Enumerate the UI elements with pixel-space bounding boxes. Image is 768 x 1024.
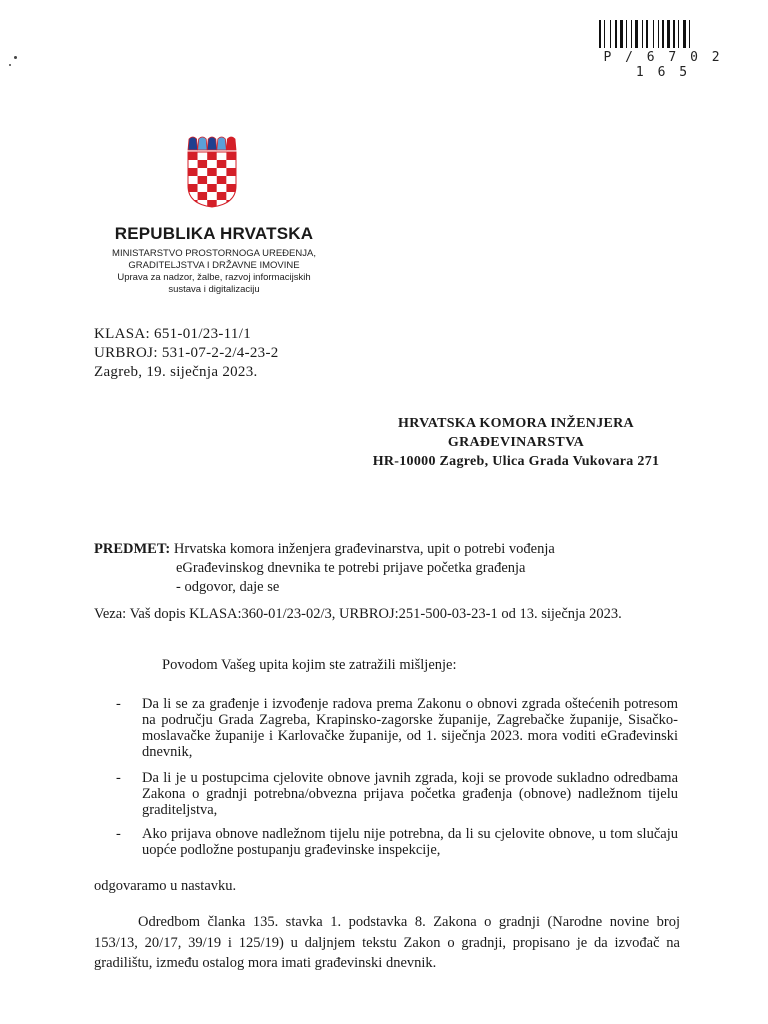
recipient-line-2: GRAĐEVINARSTVA (447, 435, 585, 450)
shield-square (188, 176, 198, 184)
bullet-marker: - (116, 696, 121, 712)
crown-segment (198, 137, 208, 150)
coat-of-arms-icon (186, 134, 238, 208)
barcode-bar (631, 20, 632, 48)
shield-square (207, 184, 217, 192)
shield-square (198, 152, 208, 160)
subject-label: PREDMET: (94, 541, 171, 557)
shield-square (217, 160, 227, 168)
ministry-line-1: MINISTARSTVO PROSTORNOGA UREĐENJA, (112, 248, 316, 259)
barcode-bar (626, 20, 627, 48)
recipient-line-1: HRVATSKA KOMORA INŽENJERA (398, 416, 634, 431)
crown-segment (188, 137, 198, 150)
bullet-item-1: Da li se za građenje i izvođenje radova prema Zakonu o obnovi zgrada oštećenih potresom na području Grada Zagreba, Krapinsko-zagorske županije, Zagrebačke županije, Sisačko-moslavačke županije i Karlovačke županije, od 1. siječnja 2023. mora voditi eGrađevinski dnevnik, (142, 696, 678, 760)
shield-square (217, 176, 227, 184)
shield-square (226, 184, 236, 192)
shield-square (198, 184, 208, 192)
shield-square (226, 152, 236, 160)
barcode-bar (642, 20, 643, 48)
subject-line-2: eGrađevinskog dnevnika te potrebi prijave početka građenja (176, 560, 526, 576)
klasa: KLASA: 651-01/23-11/1 (94, 326, 251, 342)
barcode-bar (599, 20, 601, 48)
shield-square (198, 192, 208, 200)
shield-square (207, 152, 217, 160)
shield-square (188, 168, 198, 176)
bullet-marker: - (116, 826, 121, 842)
bullet-item-3: Ako prijava obnove nadležnom tijelu nije potrebna, da li su cjelovite obnove, u tom slučaju uopće podložne postupanju građevinske inspekcije, (142, 826, 678, 858)
reference: Veza: Vaš dopis KLASA:360-01/23-02/3, URBROJ:251-500-03-23-1 od 13. siječnja 2023. (94, 606, 622, 622)
shield-square (207, 176, 217, 184)
shield-square (226, 200, 236, 208)
scan-speck (9, 64, 11, 66)
place-date: Zagreb, 19. siječnja 2023. (94, 364, 258, 380)
barcode-bar (678, 20, 679, 48)
shield-square (217, 192, 227, 200)
subject-line-1: Hrvatska komora inženjera građevinarstva, upit o potrebi vođenja (170, 541, 555, 557)
bullet-marker: - (116, 770, 121, 786)
barcode-bar (653, 20, 654, 48)
barcode-bar (604, 20, 605, 48)
barcode-number: P / 6 7 0 2 1 6 5 (603, 50, 723, 80)
shield-square (198, 168, 208, 176)
bullet-item-2: Da li je u postupcima cjelovite obnove javnih zgrada, koji se provode sukladno odredbama Zakona o gradnji potrebna/obvezna prijava početka građenja (obnove) nadležnom tijelu graditeljstva, (142, 770, 678, 818)
recipient-address: HR-10000 Zagreb, Ulica Grada Vukovara 271 (372, 454, 660, 469)
shield-square (188, 184, 198, 192)
shield-square (207, 160, 217, 168)
crown-segment (207, 137, 217, 150)
shield-square (226, 160, 236, 168)
barcode-bar (658, 20, 659, 48)
barcode-bar (610, 20, 611, 48)
office-line-1: Uprava za nadzor, žalbe, razvoj informacijskih (117, 272, 311, 283)
subject-line-3: - odgovor, daje se (176, 579, 280, 595)
shield-square (217, 168, 227, 176)
shield-square (207, 168, 217, 176)
barcode-bar (662, 20, 664, 48)
paragraph-1: Odredbom članka 135. stavka 1. podstavka 8. Zakona o gradnji (Narodne novine broj 153/13, 20/17, 39/19 i 125/19) u daljnjem tekstu Zakon o gradnji, propisano je da izvođač na gradilištu, između ostalog mora imati građevinski dnevnik. (94, 914, 680, 971)
intro-text: Povodom Vašeg upita kojim ste zatražili mišljenje: (162, 657, 457, 673)
barcode-bar (683, 20, 686, 48)
urbroj: URBROJ: 531-07-2-2/4-23-2 (94, 345, 279, 361)
barcode-bar (667, 20, 670, 48)
shield-square (226, 176, 236, 184)
answer-intro: odgovaramo u nastavku. (94, 878, 237, 894)
shield-square (217, 184, 227, 192)
barcode-bar (615, 20, 617, 48)
barcode-bar (673, 20, 675, 48)
barcode-bar (620, 20, 623, 48)
shield-square (188, 200, 198, 208)
shield-square (217, 152, 227, 160)
office-line-2: sustava i digitalizaciju (168, 284, 260, 295)
crown-segment (226, 137, 236, 150)
barcode (598, 20, 728, 54)
barcode-bar (689, 20, 690, 48)
barcode-bar (646, 20, 648, 48)
shield-square (198, 176, 208, 184)
shield-square (198, 160, 208, 168)
republic-title: REPUBLIKA HRVATSKA (114, 224, 314, 243)
shield-square (207, 192, 217, 200)
barcode-bar (635, 20, 638, 48)
shield-square (188, 160, 198, 168)
subject (94, 540, 694, 597)
crown-segment (217, 137, 227, 150)
scan-speck (14, 56, 17, 59)
shield-square (226, 168, 236, 176)
shield-square (188, 152, 198, 160)
ministry-line-2: GRADITELJSTVA I DRŽAVNE IMOVINE (128, 260, 300, 271)
